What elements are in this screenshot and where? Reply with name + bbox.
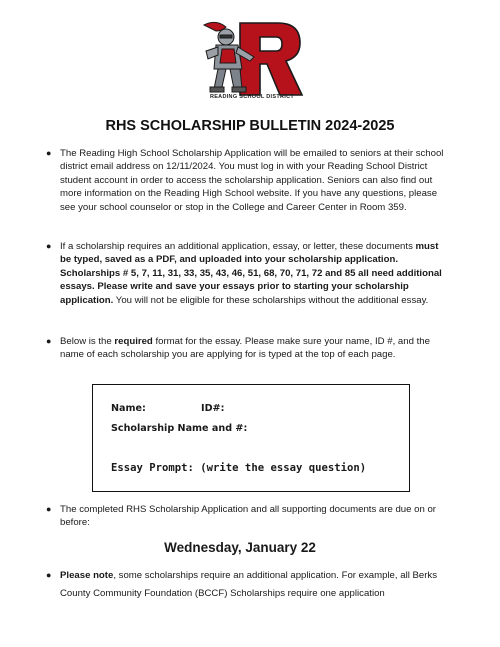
bullet-text: You will not be eligible for these scholarships without the additional essay. [113, 294, 429, 306]
name-label: Name: [111, 403, 146, 414]
essay-name-row [111, 403, 225, 414]
bullet-dot-icon: ● [46, 504, 52, 514]
bullet-text: The Reading High School Scholarship Application will be emailed to seniors at their school district email address on 12/11/2024. You must log in with your Reading School District student account in order to access the scholarship application. Seniors can also find out more information on the Reading High School website. If you have any questions, please see your school counselor or stop in the College and Career Center in Room 359. [60, 148, 444, 213]
bullet-application-email [46, 147, 446, 214]
bullet-text: If a scholarship requires an additional application, essay, or letter, these documents [60, 241, 416, 252]
bullet-text: The completed RHS Scholarship Application and all supporting documents are due on or before: [60, 504, 436, 529]
bullet-dot-icon: ● [46, 148, 52, 158]
bullet-bold-text: required [114, 336, 153, 347]
bullet-due-date [46, 503, 446, 530]
bullet-text: , some scholarships require an additional application. For example, all Berks County Community Foundation (BCCF) Scholarships require one application [60, 570, 438, 599]
bullet-text: format for the essay. Please make sure your name, ID #, and the name of each scholarship you are applying for is typed at the top of each page. [60, 336, 430, 361]
bullet-additional-essays [46, 240, 446, 307]
bullet-dot-icon: ● [46, 241, 52, 251]
page-title: RHS SCHOLARSHIP BULLETIN 2024-2025 [105, 118, 395, 134]
deadline-date: Wednesday, January 22 [164, 540, 316, 555]
essay-format-box [92, 384, 410, 492]
scholarship-name-label: Scholarship Name and #: [111, 423, 248, 434]
essay-prompt-label: Essay Prompt: (write the essay question) [111, 462, 367, 474]
id-label: ID#: [201, 403, 225, 414]
bullet-please-note [46, 567, 446, 602]
logo-caption: READING SCHOOL DISTRICT [209, 94, 295, 100]
bullet-bold-text: Please note [60, 570, 114, 581]
bullet-text: Below is the [60, 336, 115, 347]
bullet-essay-format [46, 335, 446, 362]
bullet-dot-icon: ● [46, 336, 52, 346]
bullet-dot-icon: ● [46, 570, 52, 580]
knight-mascot-r-logo [196, 17, 308, 105]
bullet-bold-text: must be typed, saved as a PDF, and uploaded into your scholarship application. Scholarships # 5, 7, 11, 31, 33, 35, 43, 46, 51, 68, 70, 71, 72 and 85 all need additional essays. Please write and save your essays prior to starting your scholarship application. [60, 241, 442, 306]
